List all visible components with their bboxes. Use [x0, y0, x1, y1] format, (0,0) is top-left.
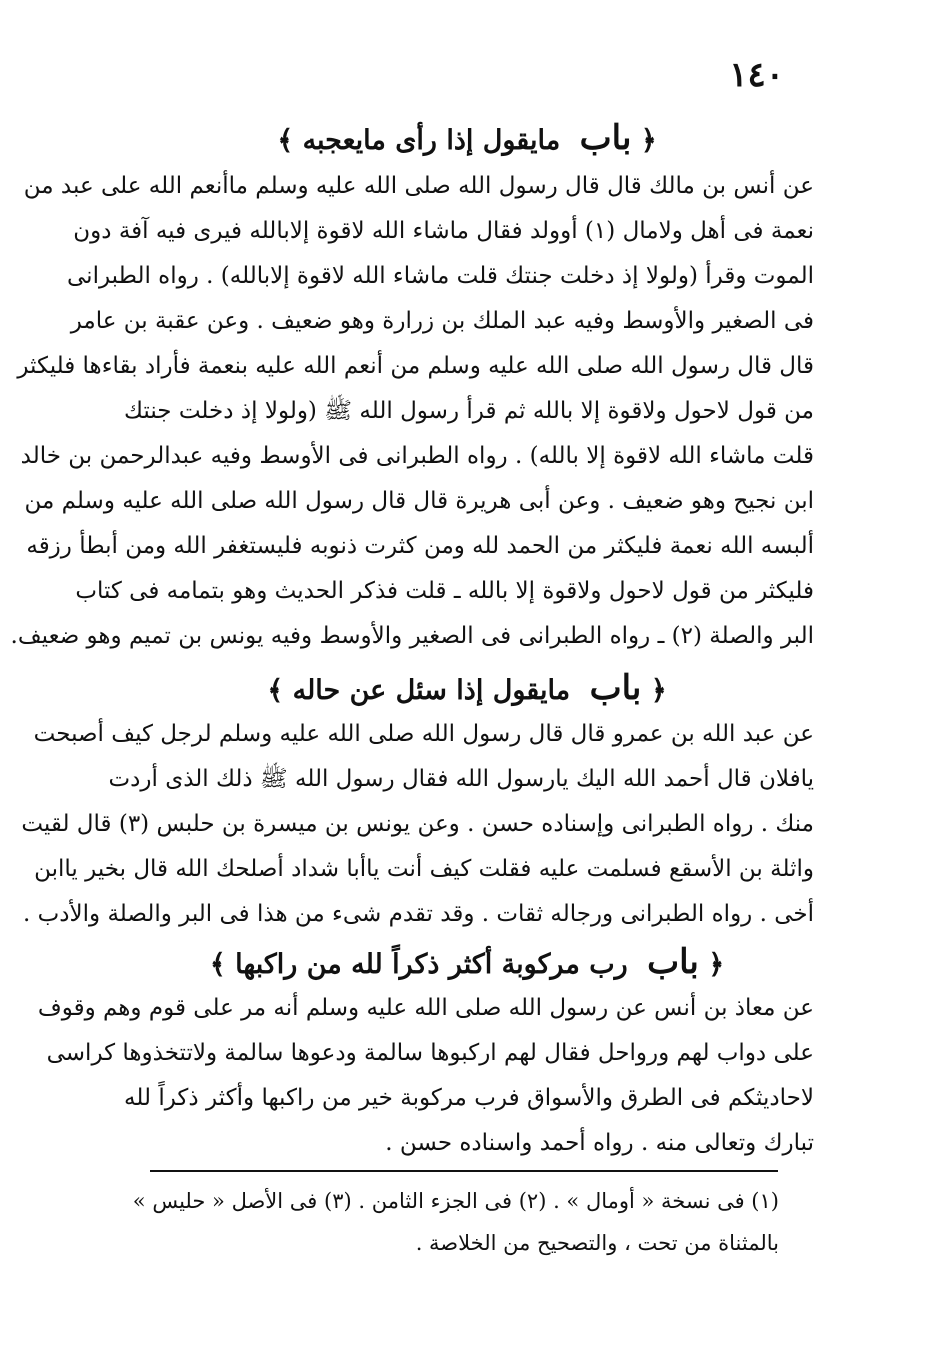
- text-line: لاحاديثكم فى الطرق والأسواق فرب مركوبة خير من راكبها وأكثر ذكراً لله: [124, 1085, 814, 1111]
- chapter-title-2: مايقول إذا سئل عن حاله: [292, 675, 571, 706]
- chapter-body-1: [10, 164, 814, 659]
- chapter-bab-3: باب: [647, 942, 699, 982]
- text-line: عن أنس بن مالك قال قال رسول الله صلى الله عليه وسلم ماأنعم الله على عبد من: [23, 173, 814, 199]
- footnotes: [132, 1180, 779, 1264]
- chapter-bab-1: باب: [579, 118, 632, 158]
- text-line: عن عبد الله بن عمرو قال قال رسول الله صلى الله عليه وسلم لرجل كيف أصبحت: [33, 721, 814, 747]
- footnote-divider: [150, 1170, 778, 1172]
- text-line: منك . رواه الطبرانى وإسناده حسن . وعن يونس بن ميسرة بن حلبس (٣) قال لقيت: [21, 811, 814, 837]
- chapter-heading-3: [0, 942, 934, 982]
- heading-bracket-right: ﴿: [650, 675, 667, 706]
- footnote-line: (١) فى نسخة « أومال » . (٢) فى الجزء الثامن . (٣) فى الأصل « حليس »: [132, 1189, 779, 1213]
- chapter-title-3: رب مركوبة أكثر ذكراً لله من راكبها: [235, 949, 628, 980]
- heading-bracket-right: ﴿: [708, 949, 725, 980]
- text-line: قال قال رسول الله صلى الله عليه وسلم من أنعم الله عليه بنعمة فأراد بقاءها فليكثر: [17, 353, 814, 379]
- text-line: ابن نجيح وهو ضعيف . وعن أبى هريرة قال قال رسول الله صلى الله عليه وسلم من: [24, 488, 814, 514]
- text-line: فليكثر من قول لاحول ولاقوة إلا بالله ـ قلت فذكر الحديث وهو بتمامه فى كتاب: [75, 578, 814, 604]
- chapter-heading-1: [0, 118, 934, 158]
- text-line: على دواب لهم ورواحل فقال لهم اركبوها سالمة ودعوها سالمة ولاتتخذوها كراسى: [46, 1040, 814, 1066]
- text-line: فى الصغير والأوسط وفيه عبد الملك بن زرارة وهو ضعيف . وعن عقبة بن عامر: [70, 308, 814, 334]
- chapter-body-2: [21, 712, 814, 937]
- heading-bracket-left: ﴾: [277, 125, 294, 156]
- text-line: ألبسه الله نعمة فليكثر من الحمد لله ومن كثرت ذنوبه فليستغفر الله ومن أبطأ رزقه: [26, 533, 814, 559]
- chapter-bab-2: باب: [589, 668, 642, 708]
- text-line: يافلان قال أحمد الله اليك يارسول الله فقال رسول الله ﷺ ذلك الذى أردت: [108, 766, 814, 792]
- chapter-heading-2: [0, 668, 934, 708]
- text-line: الموت وقرأ (ولولا إذ دخلت جنتك قلت ماشاء الله لاقوة إلابالله) . رواه الطبرانى: [67, 263, 814, 289]
- text-line: واثلة بن الأسقع فسلمت عليه فقلت كيف أنت ياأبا شداد أصلحك الله قال بخير ياابن: [34, 856, 814, 882]
- text-line: قلت ماشاء الله لاقوة إلا بالله) . رواه الطبرانى فى الأوسط وفيه عبدالرحمن بن خالد: [20, 443, 814, 469]
- heading-bracket-right: ﴿: [640, 125, 657, 156]
- text-line: تبارك وتعالى منه . رواه أحمد واسناده حسن .: [385, 1130, 814, 1156]
- text-line: أخى . رواه الطبرانى ورجاله ثقات . وقد تقدم شىء من هذا فى البر والصلة والأدب .: [23, 901, 814, 927]
- text-line: عن معاذ بن أنس عن رسول الله صلى الله عليه وسلم أنه مر على قوم وهم وقوف: [37, 995, 814, 1021]
- text-line: البر والصلة (٢) ـ رواه الطبرانى فى الصغير والأوسط وفيه يونس بن تميم وهو ضعيف.: [10, 623, 814, 649]
- heading-bracket-left: ﴾: [267, 675, 284, 706]
- page-number: ١٤٠: [729, 55, 784, 95]
- heading-bracket-left: ﴾: [209, 949, 226, 980]
- chapter-title-1: مايقول إذا رأى مايعجبه: [302, 125, 561, 156]
- text-line: من قول لاحول ولاقوة إلا بالله ثم قرأ رسول الله ﷺ (ولولا إذ دخلت جنتك: [124, 398, 814, 424]
- chapter-body-3: [37, 986, 814, 1166]
- text-line: نعمة فى أهل ولامال (١) أوولد فقال ماشاء الله لاقوة إلابالله فيرى فيه آفة دون: [73, 218, 814, 244]
- footnote-line: بالمثناة من تحت ، والتصحيح من الخلاصة .: [415, 1231, 779, 1255]
